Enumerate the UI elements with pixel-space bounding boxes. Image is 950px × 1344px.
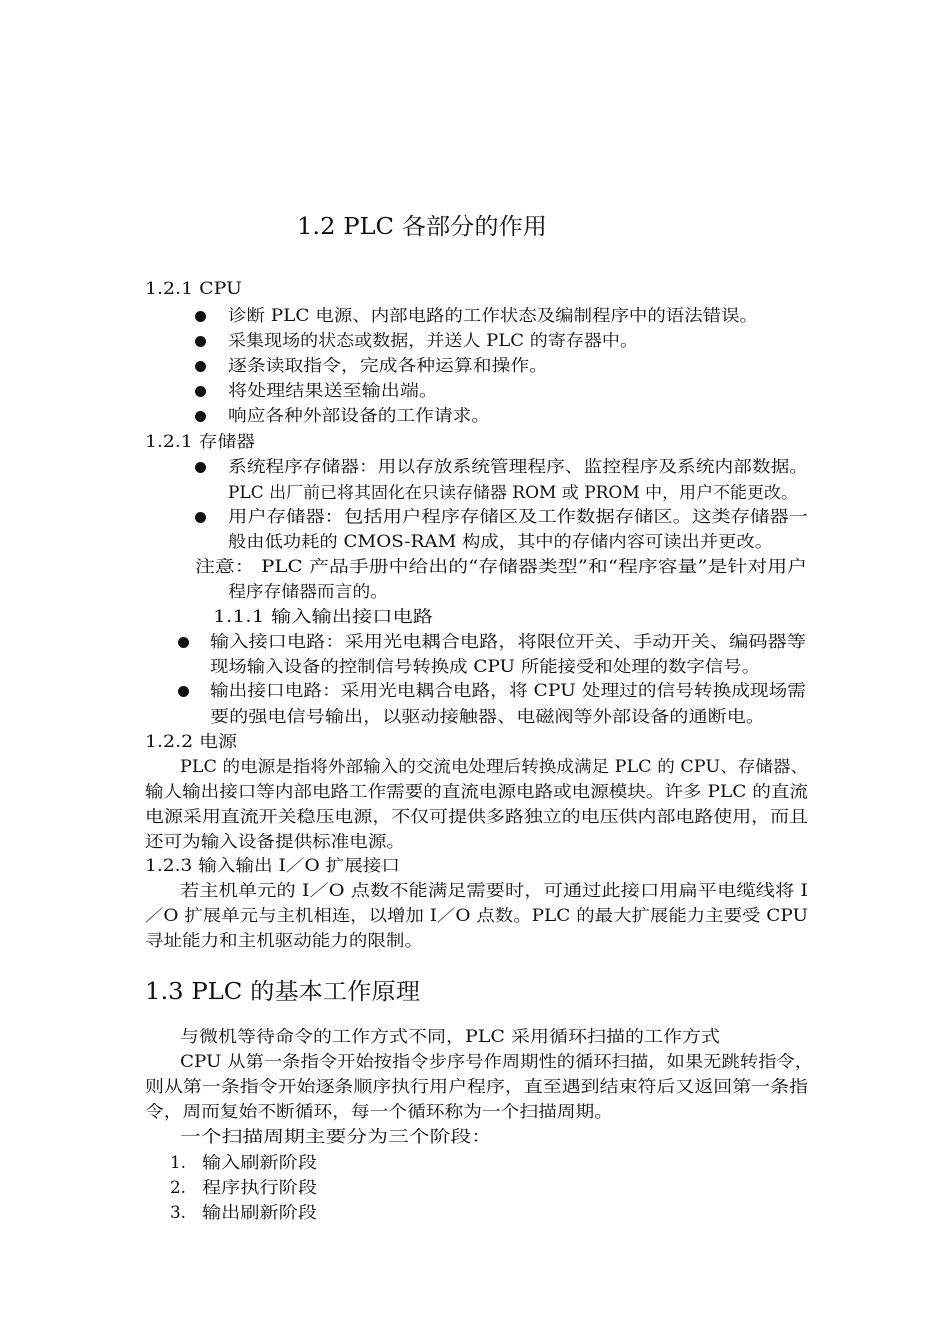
bullet-dot xyxy=(195,462,206,473)
subsection-title-power: 1.2.2 电源 xyxy=(145,732,237,751)
document-page: 1.2 PLC 各部分的作用 1.2.1 CPU 诊断 PLC 电源、内部电路的工作状态及编制程序中的语法错误。 采集现场的状态或数据，并送人 PLC 的寄存器中。 逐条读取指令，完成各种运算和操作。 将处理结果送至输出端。 响应各种外部设备的工作请求。 1.2.1 存储器 系统程序存储器：用以存放系统管理程序、监控程序及系统内部数据。 PLC 出厂前已将其固化在只读存储器 ROM 或 PROM 中，用户不能更改。 用户存储器：包括用户程序存储区及工作数据存储区。这类存储器一 般由低功耗的 CMOS-RAM 构成，其中的存储内容可读出并更改。 注意： PLC 产品手册中给出的“存储器类型”和“程序容量”是针对用户 程序存储器而言的。 1.1.1 输入输出接口电路 输入接口电路：采用光电耦合电路，将限位开关、手动开关、编码器等 现场输入设备的控制信号转换成 CPU 所能接受和处理的数字信号。 输出接口电路：采用光电耦合电路，将 CPU 处理过的信号转换成现场需 要的强电信号输出，以驱动接触器、电磁阀等外部设备的通断电。 1.2.2 电源 PLC 的电源是指将外部输入的交流电处理后转换成满足 PLC 的 CPU、存储器、 输人输出接口等内部电路工作需要的直流电源电路或电源模块。许多 PLC 的直流 电源采用直流开关稳压电源，不仅可提供多路独立的电压供内部电路使用，而且 还可为输入设备提供标准电源。 1.2.3 输入输出 I／O 扩展接口 若主机单元的 I／O 点数不能满足需要时，可通过此接口用扁平电缆线将 I ／O 扩展单元与主机相连，以增加 I／O 点数。PLC 的最大扩展能力主要受 CPU 寻址能力和主机驱动能力的限制。 1.3 PLC 的基本工作原理 与微机等待命令的工作方式不同，PLC 采用循环扫描的工作方式 CPU 从第一条指令开始按指令步序号作周期性的循环扫描，如果无跳转指令， 则从第一条指令开始逐条顺序执行用户程序，直至遇到结束符后又返回第一条指 令，周而复始不断循环，每一个循环称为一个扫描周期。 一个扫描周期主要分为三个阶段： 1. 输入刷新阶段 2. 程序执行阶段 3. 输出刷新阶段 xyxy=(145,214,813,1222)
subsection-title-io: 1.1.1 输入输出接口电路 xyxy=(213,607,433,626)
subsection-title-memory: 1.2.1 存储器 xyxy=(145,432,255,451)
principle-intro: 与微机等待命令的工作方式不同，PLC 采用循环扫描的工作方式 xyxy=(180,1027,720,1046)
bullet-dot xyxy=(178,637,189,648)
bullet-dot xyxy=(195,336,206,347)
subsection-title-cpu: 1.2.1 CPU xyxy=(145,279,242,298)
stages-intro: 一个扫描周期主要分为三个阶段： xyxy=(180,1127,492,1146)
bullet-dot xyxy=(195,411,206,422)
subsection-title-expansion: 1.2.3 输入输出 I／O 扩展接口 xyxy=(145,856,400,875)
section-heading-1-2: 1.2 PLC 各部分的作用 xyxy=(297,214,547,240)
bullet-dot xyxy=(195,361,206,372)
bullet-dot xyxy=(195,311,206,322)
bullet-dot xyxy=(178,686,189,697)
bullet-dot xyxy=(195,512,206,523)
section-heading-1-3: 1.3 PLC 的基本工作原理 xyxy=(145,979,420,1005)
bullet-dot xyxy=(195,386,206,397)
